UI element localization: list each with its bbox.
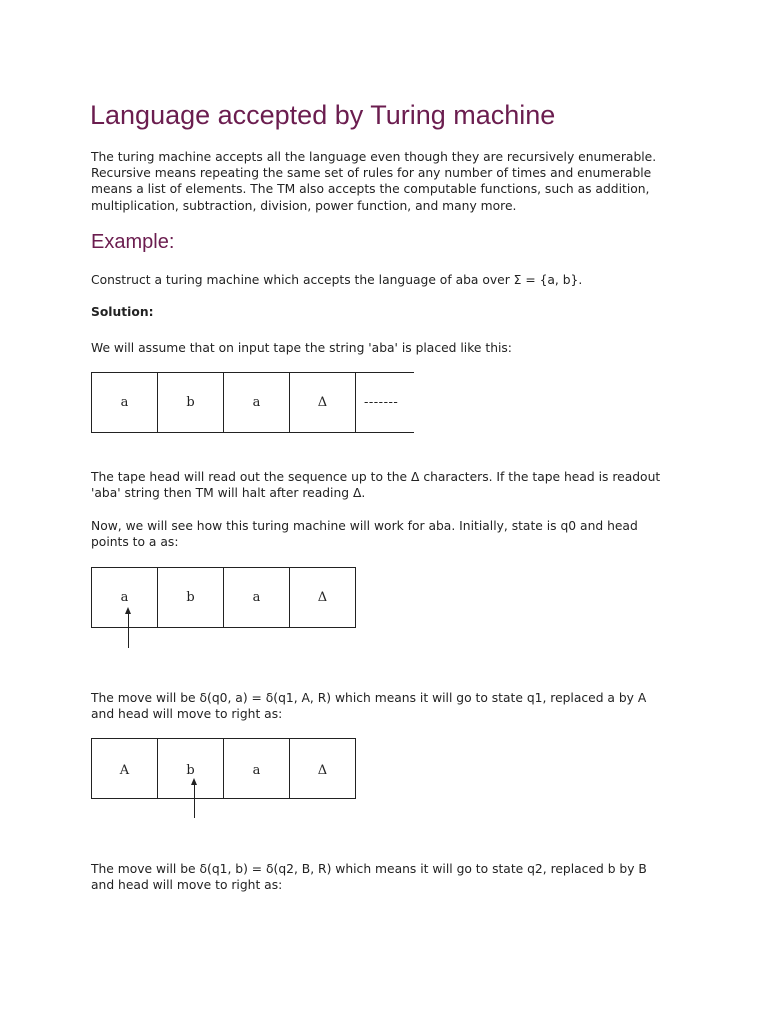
arrow-shaft: [128, 612, 129, 648]
tape-continuation: -------: [364, 395, 399, 410]
tape-state-q0: [91, 567, 356, 628]
intro-line: The turing machine accepts all the language even though they are recursively enumerable.: [91, 150, 657, 164]
intro-line: Recursive means repeating the same set of rules for any number of times and enumerable: [91, 166, 652, 181]
tape-cell: Δ: [290, 739, 356, 798]
tape-cell: a: [92, 568, 158, 627]
now-line: Now, we will see how this turing machine will work for aba. Initially, state is q0 and head: [91, 519, 638, 533]
tape-head-paragraph: [91, 469, 691, 501]
intro-line: means a list of elements. The TM also accepts the computable functions, such as addition,: [91, 182, 650, 197]
now-paragraph: [91, 518, 691, 550]
assume-paragraph: [91, 340, 691, 356]
tape-head-line: 'aba' string then TM will halt after reading Δ.: [91, 486, 366, 501]
tape-cell: a: [224, 568, 290, 627]
move1-line: The move will be δ(q0, a) = δ(q1, A, R) which means it will go to state q1, replaced a by A: [91, 691, 647, 705]
tape-cell: b: [158, 568, 224, 627]
move2-line: and head will move to right as:: [91, 878, 283, 893]
tape-cell: b: [158, 373, 224, 432]
tape-cell: a: [224, 373, 290, 432]
problem-line: Construct a turing machine which accepts the language of aba over Σ = {a, b}.: [91, 273, 583, 287]
problem-statement: [91, 272, 691, 288]
now-line: points to a as:: [91, 535, 179, 550]
page-title: Language accepted by Turing machine: [90, 100, 556, 130]
tape-cell: b: [158, 739, 224, 798]
tape-head-line: The tape head will read out the sequence up to the Δ characters. If the tape head is readout: [91, 470, 661, 484]
tape-state-q1: [91, 738, 356, 799]
solution-label: Solution:: [91, 305, 154, 319]
intro-line: multiplication, subtraction, division, power function, and many more.: [91, 198, 517, 213]
input-tape: [91, 372, 414, 433]
intro-paragraph: [91, 149, 691, 214]
tape-cell: Δ: [290, 373, 356, 432]
move2-line: The move will be δ(q1, b) = δ(q2, B, R) which means it will go to state q2, replaced b by B: [91, 862, 647, 876]
example-heading: Example:: [91, 231, 175, 253]
assume-line: We will assume that on input tape the string 'aba' is placed like this:: [91, 341, 512, 355]
move1-line: and head will move to right as:: [91, 707, 283, 722]
tape-cell: a: [92, 373, 158, 432]
move2-paragraph: [91, 861, 691, 893]
move1-paragraph: [91, 690, 691, 722]
arrow-shaft: [194, 783, 195, 818]
tape-cell: a: [224, 739, 290, 798]
tape-cell: A: [92, 739, 158, 798]
tape-cell: Δ: [290, 568, 356, 627]
